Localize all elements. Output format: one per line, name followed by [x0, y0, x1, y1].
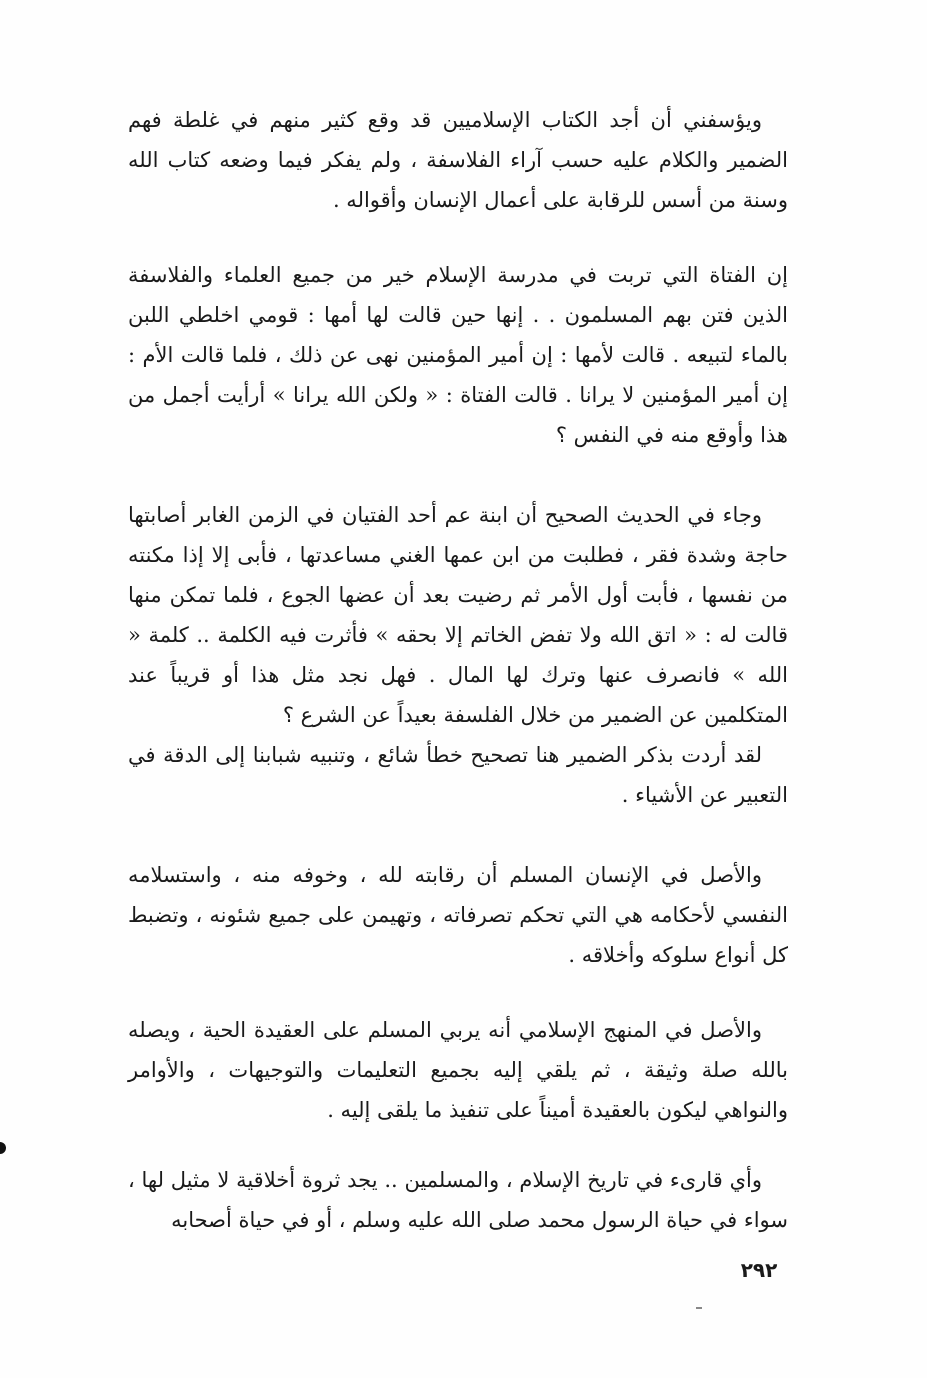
- paragraph-7: [128, 1160, 788, 1240]
- scan-speck: [696, 1307, 702, 1309]
- paragraph-1: [128, 100, 788, 220]
- paragraph-2: [128, 255, 788, 455]
- paragraph-text: إن الفتاة التي تربت في مدرسة الإسلام خير من جميع العلماء والفلاسفة الذين فتن بهم المسلمون . . إنها حين قالت لها أمها : قومي اخلطي اللبن بالماء لتبيعه . قالت لأمها : إن أمير المؤمنين نهى عن ذلك ، فلما قالت الأم : إن أمير المؤمنين لا يرانا . قالت الفتاة : « ولكن الله يرانا » أرأيت أجمل من هذا وأوقع منه في النفس ؟: [128, 263, 788, 447]
- paragraph-text: وجاء في الحديث الصحيح أن ابنة عم أحد الفتيان في الزمن الغابر أصابتها حاجة وشدة فقر ، فطلبت من ابن عمها الغني مساعدتها ، فأبى إلا إذا مكنته من نفسها ، فأبت أول الأمر ثم رضيت بعد أن عضها الجوع ، فلما تمكن منها قالت له : « اتق الله ولا تفض الخاتم إلا بحقه » فأثرت فيه الكلمة .. كلمة « الله » فانصرف عنها وترك لها المال . فهل نجد مثل هذا أو قريباً عند المتكلمين عن الضمير من خلال الفلسفة بعيداً عن الشرع ؟: [128, 503, 788, 727]
- paragraph-text: والأصل في الإنسان المسلم أن رقابته لله ، وخوفه منه ، واستسلامه النفسي لأحكامه هي التي تحكم تصرفاته ، وتهيمن على جميع شئونه ، وتضبط كل أنواع سلوكه وأخلاقه .: [128, 863, 788, 967]
- page-number: ٢٩٢: [740, 1258, 778, 1282]
- scan-edge-mark: [0, 1142, 6, 1154]
- paragraph-text: والأصل في المنهج الإسلامي أنه يربي المسلم على العقيدة الحية ، ويصله بالله صلة وثيقة ، ثم يلقي إليه بجميع التعليمات والتوجيهات ، والأوامر والنواهي ليكون بالعقيدة أميناً على تنفيذ ما يلقى إليه .: [128, 1018, 788, 1122]
- paragraph-text: لقد أردت بذكر الضمير هنا تصحيح خطأ شائع ، وتنبيه شبابنا إلى الدقة في التعبير عن الأشياء .: [128, 743, 788, 807]
- paragraph-text: ويؤسفني أن أجد الكتاب الإسلاميين قد وقع كثير منهم في غلطة فهم الضمير والكلام عليه حسب آراء الفلاسفة ، ولم يفكر فيما وضعه كتاب الله وسنة من أسس للرقابة على أعمال الإنسان وأقواله .: [128, 108, 788, 212]
- paragraph-5: [128, 855, 788, 975]
- paragraph-text: وأي قارىء في تاريخ الإسلام ، والمسلمين .. يجد ثروة أخلاقية لا مثيل لها ، سواء في حياة الرسول محمد صلى الله عليه وسلم ، أو في حياة أصحابه: [128, 1168, 788, 1232]
- paragraph-3: [128, 495, 788, 815]
- paragraph-6: [128, 1010, 788, 1130]
